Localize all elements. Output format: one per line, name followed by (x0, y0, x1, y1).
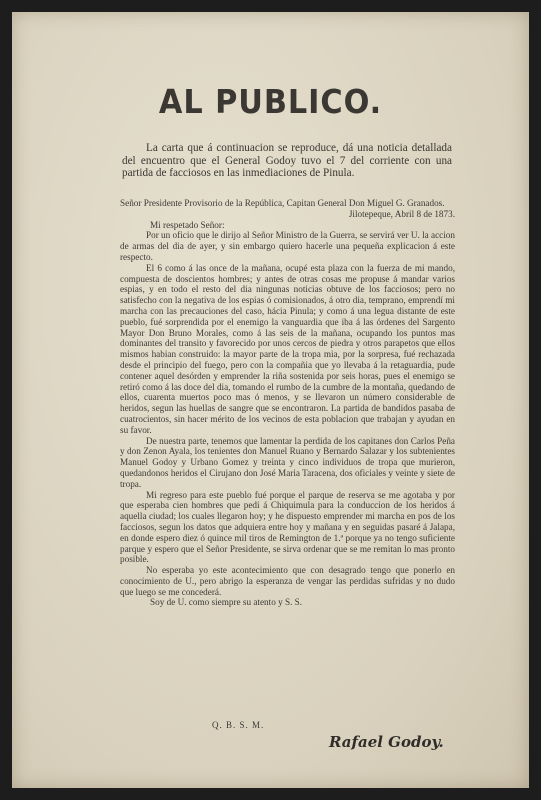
letter-salutation: Mi respetado Señor: (150, 219, 225, 230)
letter-closing: Soy de U. como siempre su atento y S. S. (150, 597, 303, 608)
letter-qbsm: Q. B. S. M. (212, 720, 265, 730)
intro-paragraph: La carta que á continuacion se reproduce, dá una noticia detallada del encuentro que el General Godoy tuvo el 7 del corriente con una partida de facciosos en las inmediaciones de Pinula. (122, 142, 452, 180)
letter-paragraph: Mi regreso para este pueblo fué porque el parque de reserva se me agotaba y por que esperaba cien hombres que pedí á Chiquimula para la conduccion de los heridos á aquella ciudad; los cuales llegaron hoy; y he dispuesto emprender mi marcha en pos de los facciosos, segun los datos que adquiera entre hoy y mañana y en seguidas pasaré á Jalapa, en donde espero diez ó quince mil tiros de Remington de 1.ª porque ya no tengo suficiente parque y espero que el Señor Presidente, se sirva ordenar que se me remitan lo mas pronto posible. (120, 489, 455, 565)
letter-paragraph: No esperaba yo este acontecimiento que con desagrado tengo que ponerlo en conocimiento de U., pero abrigo la esperanza de vengar las perdidas sufridas y no dudo que luego se me concederá. (120, 565, 455, 597)
letter-date: Jilotepeque, Abril 8 de 1873. (348, 208, 455, 219)
letter-paragraph: Por un oficio que le dirijo al Señor Ministro de la Guerra, se servirá ver U. la accion de armas del dia de ayer, y sin embargo quiero hacerle una pequeña explicacion á este respecto. (120, 230, 455, 262)
letter-paragraph: De nuestra parte, tenemos que lamentar la perdida de los capitanes don Carlos Peña y don Zenon Ayala, los tenientes don Manuel Ruano y Bernardo Salazar y los subtenientes Manuel Godoy y Urbano Gomez y treinta y cinco individuos de tropa que murieron, quedandonos heridos el Cirujano don José Maria Taracena, dos oficiales y veinte y siete de tropa. (120, 435, 455, 489)
signature: Rafael Godoy. (329, 733, 444, 751)
letter-paragraph: El 6 como á las once de la mañana, ocupé esta plaza con la fuerza de mi mando, compuesta de doscientos hombres; y antes de otras cosas me propuse á mandar varios espias, y en todo el resto del dia ningunas noticias obtuve de los facciosos; pero no satisfecho con la negativa de los espias ó comisionados, á otro dia, temprano, emprendí mi marcha con las precauciones del caso, hácia Pinula; y como á una legua distante de este pueblo, fué sorprendida por el enemigo la vanguardia que iba á las órdenes del Sargento Mayor Don Bruno Morales, como á las seis de la mañana, ocupando los puntos mas dominantes del transito y favorecido por unos cercos de piedra y otros parapetos que ellos mismos habian construido: la mayor parte de la tropa mia, por la sorpresa, fué rechazada desde el principio del fuego, pero con la compañia que yo llevaba á la retaguardia, pude contener aquel desórden y emprender la riña sostenida por seis horas, pues el enemigo se retiró como á las doce del dia, tomando el rumbo de la cumbre de la montaña, quedando de ellos, cuarenta muertos poco mas ó menos, y se llevaron un número considerable de heridos, segun las huellas de sangre que se encontraron. La partida de bandidos pasaba de cuatrocientos, sin hacer mérito de los vecinos de esta poblacion que trabajan y ayudan en su favor. (120, 262, 455, 435)
letter-addressee: Señor Presidente Provisorio de la República, Capitan General Don Miguel G. Granados. (120, 198, 445, 208)
page-title: AL PUBLICO. (158, 82, 383, 121)
letter-body (120, 198, 455, 608)
broadside-sheet (12, 12, 529, 788)
